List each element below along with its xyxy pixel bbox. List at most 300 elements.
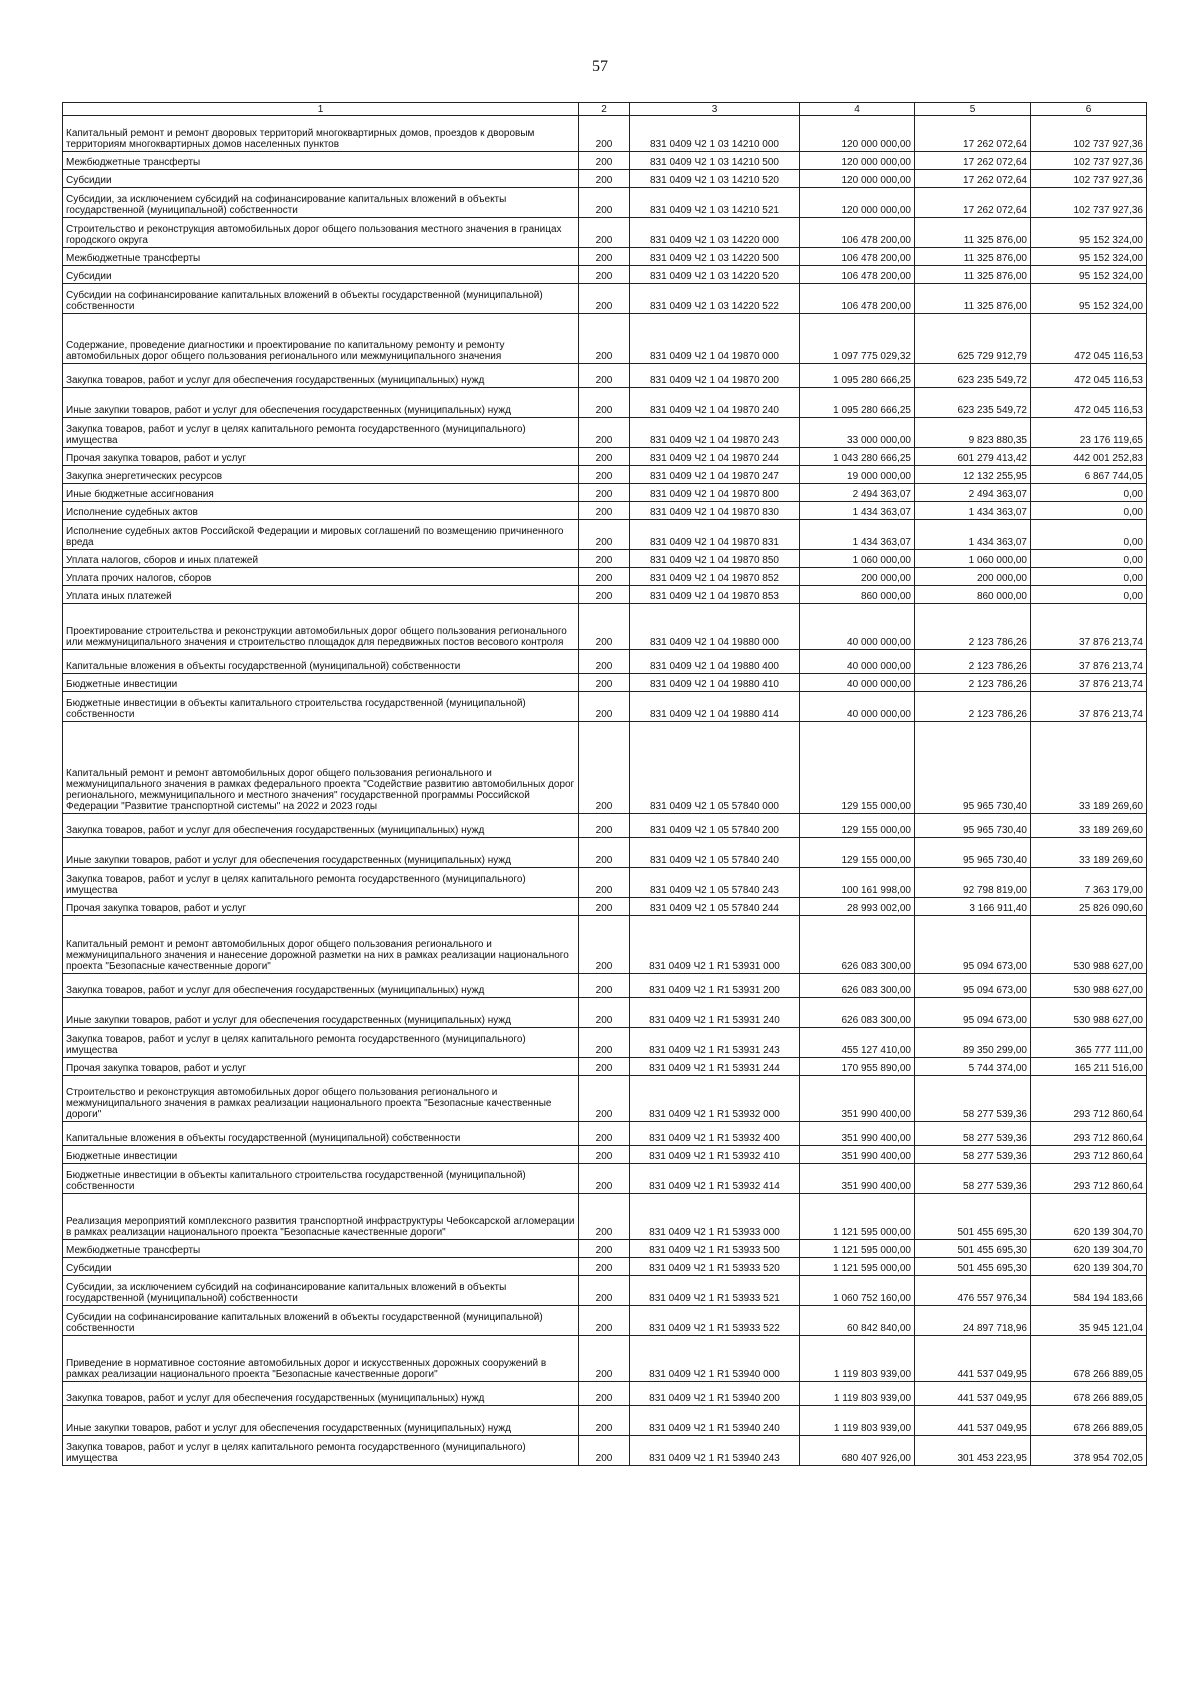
- table-row: [63, 1146, 1147, 1164]
- row-approved-amount: 129 155 000,00: [800, 814, 915, 838]
- row-code: 200: [579, 838, 630, 868]
- row-executed-amount: 5 744 374,00: [915, 1058, 1031, 1076]
- row-approved-amount: 680 407 926,00: [800, 1436, 915, 1466]
- row-unexecuted-amount: 102 737 927,36: [1031, 170, 1147, 188]
- row-code: 200: [579, 898, 630, 916]
- row-unexecuted-amount: 165 211 516,00: [1031, 1058, 1147, 1076]
- row-executed-amount: 95 094 673,00: [915, 974, 1031, 998]
- table-row: [63, 1276, 1147, 1306]
- row-name: Межбюджетные трансферты: [63, 152, 579, 170]
- row-unexecuted-amount: 0,00: [1031, 586, 1147, 604]
- row-name: Проектирование строительства и реконструкции автомобильных дорог общего пользования регионального или межмуниципального значения и строительство площадок для передвижных постов весового контроля: [63, 604, 579, 650]
- row-code: 200: [579, 448, 630, 466]
- row-name: Бюджетные инвестиции в объекты капитального строительства государственной (муниципальной) собственности: [63, 692, 579, 722]
- row-name: Субсидии: [63, 1258, 579, 1276]
- table-row: [63, 170, 1147, 188]
- row-executed-amount: 1 060 000,00: [915, 550, 1031, 568]
- row-classification: 831 0409 Ч2 1 R1 53932 400: [630, 1122, 800, 1146]
- row-classification: 831 0409 Ч2 1 03 14220 520: [630, 266, 800, 284]
- row-approved-amount: 455 127 410,00: [800, 1028, 915, 1058]
- row-approved-amount: 2 494 363,07: [800, 484, 915, 502]
- table-row: [63, 1336, 1147, 1382]
- row-executed-amount: 200 000,00: [915, 568, 1031, 586]
- column-header: 6: [1031, 103, 1147, 116]
- row-code: 200: [579, 1194, 630, 1240]
- row-unexecuted-amount: 0,00: [1031, 502, 1147, 520]
- row-name: Содержание, проведение диагностики и проектирование по капитальному ремонту и ремонту автомобильных дорог общего пользования регионального или межмуниципального значения: [63, 314, 579, 364]
- row-code: 200: [579, 218, 630, 248]
- table-row: [63, 674, 1147, 692]
- table-row: [63, 1258, 1147, 1276]
- row-executed-amount: 441 537 049,95: [915, 1382, 1031, 1406]
- row-name: Закупка товаров, работ и услуг для обеспечения государственных (муниципальных) нужд: [63, 814, 579, 838]
- row-executed-amount: 11 325 876,00: [915, 218, 1031, 248]
- row-classification: 831 0409 Ч2 1 R1 53932 410: [630, 1146, 800, 1164]
- row-classification: 831 0409 Ч2 1 R1 53933 000: [630, 1194, 800, 1240]
- table-row: [63, 218, 1147, 248]
- row-unexecuted-amount: 33 189 269,60: [1031, 814, 1147, 838]
- row-code: 200: [579, 692, 630, 722]
- row-classification: 831 0409 Ч2 1 04 19880 000: [630, 604, 800, 650]
- row-unexecuted-amount: 293 712 860,64: [1031, 1146, 1147, 1164]
- row-approved-amount: 626 083 300,00: [800, 974, 915, 998]
- row-unexecuted-amount: 442 001 252,83: [1031, 448, 1147, 466]
- row-name: Субсидии: [63, 266, 579, 284]
- row-unexecuted-amount: 37 876 213,74: [1031, 604, 1147, 650]
- row-code: 200: [579, 604, 630, 650]
- row-name: Иные закупки товаров, работ и услуг для обеспечения государственных (муниципальных) нужд: [63, 388, 579, 418]
- row-name: Субсидии, за исключением субсидий на софинансирование капитальных вложений в объекты государственной (муниципальной) собственности: [63, 188, 579, 218]
- row-name: Уплата налогов, сборов и иных платежей: [63, 550, 579, 568]
- row-name: Строительство и реконструкция автомобильных дорог общего пользования регионального и межмуниципального значения в рамках реализации национального проекта "Безопасные качественные дороги": [63, 1076, 579, 1122]
- row-approved-amount: 1 095 280 666,25: [800, 388, 915, 418]
- row-classification: 831 0409 Ч2 1 03 14220 500: [630, 248, 800, 266]
- row-classification: 831 0409 Ч2 1 04 19870 000: [630, 314, 800, 364]
- row-executed-amount: 58 277 539,36: [915, 1076, 1031, 1122]
- row-code: 200: [579, 674, 630, 692]
- table-row: [63, 314, 1147, 364]
- row-code: 200: [579, 1436, 630, 1466]
- row-classification: 831 0409 Ч2 1 R1 53932 000: [630, 1076, 800, 1122]
- row-executed-amount: 2 123 786,26: [915, 650, 1031, 674]
- row-classification: 831 0409 Ч2 1 R1 53940 200: [630, 1382, 800, 1406]
- row-name: Исполнение судебных актов: [63, 502, 579, 520]
- row-approved-amount: 60 842 840,00: [800, 1306, 915, 1336]
- row-approved-amount: 40 000 000,00: [800, 604, 915, 650]
- table-row: [63, 188, 1147, 218]
- row-executed-amount: 58 277 539,36: [915, 1122, 1031, 1146]
- row-executed-amount: 12 132 255,95: [915, 466, 1031, 484]
- row-classification: 831 0409 Ч2 1 04 19880 414: [630, 692, 800, 722]
- row-unexecuted-amount: 37 876 213,74: [1031, 692, 1147, 722]
- row-unexecuted-amount: 0,00: [1031, 550, 1147, 568]
- row-name: Межбюджетные трансферты: [63, 1240, 579, 1258]
- row-name: Иные закупки товаров, работ и услуг для обеспечения государственных (муниципальных) нужд: [63, 838, 579, 868]
- row-classification: 831 0409 Ч2 1 R1 53940 243: [630, 1436, 800, 1466]
- row-code: 200: [579, 170, 630, 188]
- row-classification: 831 0409 Ч2 1 03 14210 500: [630, 152, 800, 170]
- column-header: 5: [915, 103, 1031, 116]
- table-row: [63, 1436, 1147, 1466]
- row-unexecuted-amount: 0,00: [1031, 568, 1147, 586]
- row-name: Бюджетные инвестиции в объекты капитального строительства государственной (муниципальной) собственности: [63, 1164, 579, 1194]
- row-unexecuted-amount: 678 266 889,05: [1031, 1406, 1147, 1436]
- row-classification: 831 0409 Ч2 1 04 19870 852: [630, 568, 800, 586]
- row-name: Прочая закупка товаров, работ и услуг: [63, 1058, 579, 1076]
- row-approved-amount: 120 000 000,00: [800, 152, 915, 170]
- row-name: Закупка товаров, работ и услуг в целях капитального ремонта государственного (муниципального) имущества: [63, 418, 579, 448]
- row-code: 200: [579, 722, 630, 814]
- row-code: 200: [579, 248, 630, 266]
- row-unexecuted-amount: 530 988 627,00: [1031, 974, 1147, 998]
- table-row: [63, 502, 1147, 520]
- row-code: 200: [579, 1240, 630, 1258]
- row-classification: 831 0409 Ч2 1 04 19870 850: [630, 550, 800, 568]
- row-classification: 831 0409 Ч2 1 R1 53940 000: [630, 1336, 800, 1382]
- row-approved-amount: 1 060 000,00: [800, 550, 915, 568]
- row-approved-amount: 106 478 200,00: [800, 218, 915, 248]
- row-name: Закупка товаров, работ и услуг для обеспечения государственных (муниципальных) нужд: [63, 1382, 579, 1406]
- row-unexecuted-amount: 102 737 927,36: [1031, 188, 1147, 218]
- row-classification: 831 0409 Ч2 1 05 57840 240: [630, 838, 800, 868]
- row-executed-amount: 89 350 299,00: [915, 1028, 1031, 1058]
- row-code: 200: [579, 284, 630, 314]
- row-unexecuted-amount: 102 737 927,36: [1031, 116, 1147, 152]
- row-classification: 831 0409 Ч2 1 04 19880 400: [630, 650, 800, 674]
- row-approved-amount: 40 000 000,00: [800, 650, 915, 674]
- row-classification: 831 0409 Ч2 1 R1 53931 200: [630, 974, 800, 998]
- table-row: [63, 418, 1147, 448]
- row-executed-amount: 17 262 072,64: [915, 116, 1031, 152]
- row-approved-amount: 1 119 803 939,00: [800, 1382, 915, 1406]
- table-row: [63, 466, 1147, 484]
- table-row: [63, 1122, 1147, 1146]
- row-executed-amount: 860 000,00: [915, 586, 1031, 604]
- row-approved-amount: 1 097 775 029,32: [800, 314, 915, 364]
- row-unexecuted-amount: 33 189 269,60: [1031, 838, 1147, 868]
- row-code: 200: [579, 266, 630, 284]
- row-executed-amount: 11 325 876,00: [915, 266, 1031, 284]
- row-unexecuted-amount: 0,00: [1031, 520, 1147, 550]
- row-unexecuted-amount: 37 876 213,74: [1031, 650, 1147, 674]
- row-approved-amount: 129 155 000,00: [800, 838, 915, 868]
- column-header: 2: [579, 103, 630, 116]
- row-executed-amount: 623 235 549,72: [915, 364, 1031, 388]
- row-classification: 831 0409 Ч2 1 R1 53940 240: [630, 1406, 800, 1436]
- row-name: Капитальные вложения в объекты государственной (муниципальной) собственности: [63, 1122, 579, 1146]
- row-classification: 831 0409 Ч2 1 04 19870 853: [630, 586, 800, 604]
- table-row: [63, 1382, 1147, 1406]
- column-header: 3: [630, 103, 800, 116]
- row-code: 200: [579, 650, 630, 674]
- row-classification: 831 0409 Ч2 1 R1 53931 000: [630, 916, 800, 974]
- row-classification: 831 0409 Ч2 1 04 19880 410: [630, 674, 800, 692]
- table-row: [63, 1028, 1147, 1058]
- row-name: Закупка товаров, работ и услуг для обеспечения государственных (муниципальных) нужд: [63, 974, 579, 998]
- row-approved-amount: 106 478 200,00: [800, 284, 915, 314]
- row-name: Приведение в нормативное состояние автомобильных дорог и искусственных дорожных сооружений в рамках реализации национального проекта "Безопасные качественные дороги": [63, 1336, 579, 1382]
- row-approved-amount: 40 000 000,00: [800, 692, 915, 722]
- row-executed-amount: 9 823 880,35: [915, 418, 1031, 448]
- row-classification: 831 0409 Ч2 1 R1 53933 500: [630, 1240, 800, 1258]
- row-classification: 831 0409 Ч2 1 R1 53931 244: [630, 1058, 800, 1076]
- row-code: 200: [579, 1336, 630, 1382]
- row-classification: 831 0409 Ч2 1 R1 53931 243: [630, 1028, 800, 1058]
- row-approved-amount: 120 000 000,00: [800, 116, 915, 152]
- row-code: 200: [579, 568, 630, 586]
- table-row: [63, 586, 1147, 604]
- row-approved-amount: 860 000,00: [800, 586, 915, 604]
- row-executed-amount: 2 123 786,26: [915, 692, 1031, 722]
- table-row: [63, 650, 1147, 674]
- row-code: 200: [579, 868, 630, 898]
- row-approved-amount: 129 155 000,00: [800, 722, 915, 814]
- row-unexecuted-amount: 25 826 090,60: [1031, 898, 1147, 916]
- row-name: Прочая закупка товаров, работ и услуг: [63, 898, 579, 916]
- table-row: [63, 1406, 1147, 1436]
- row-classification: 831 0409 Ч2 1 03 14210 521: [630, 188, 800, 218]
- row-approved-amount: 120 000 000,00: [800, 188, 915, 218]
- row-executed-amount: 501 455 695,30: [915, 1194, 1031, 1240]
- row-unexecuted-amount: 37 876 213,74: [1031, 674, 1147, 692]
- row-approved-amount: 40 000 000,00: [800, 674, 915, 692]
- table-row: [63, 1240, 1147, 1258]
- row-code: 200: [579, 1146, 630, 1164]
- row-name: Реализация мероприятий комплексного развития транспортной инфраструктуры Чебоксарской агломерации в рамках реализации национального проекта "Безопасные качественные дороги": [63, 1194, 579, 1240]
- row-name: Межбюджетные трансферты: [63, 248, 579, 266]
- row-name: Субсидии на софинансирование капитальных вложений в объекты государственной (муниципальной) собственности: [63, 284, 579, 314]
- row-approved-amount: 351 990 400,00: [800, 1164, 915, 1194]
- row-executed-amount: 601 279 413,42: [915, 448, 1031, 466]
- row-classification: 831 0409 Ч2 1 03 14220 000: [630, 218, 800, 248]
- row-approved-amount: 106 478 200,00: [800, 248, 915, 266]
- row-code: 200: [579, 466, 630, 484]
- table-row: [63, 898, 1147, 916]
- row-name: Бюджетные инвестиции: [63, 674, 579, 692]
- row-approved-amount: 1 434 363,07: [800, 520, 915, 550]
- row-code: 200: [579, 1306, 630, 1336]
- row-code: 200: [579, 418, 630, 448]
- row-executed-amount: 17 262 072,64: [915, 170, 1031, 188]
- row-code: 200: [579, 388, 630, 418]
- row-name: Закупка энергетических ресурсов: [63, 466, 579, 484]
- row-approved-amount: 1 119 803 939,00: [800, 1406, 915, 1436]
- row-unexecuted-amount: 6 867 744,05: [1031, 466, 1147, 484]
- row-approved-amount: 120 000 000,00: [800, 170, 915, 188]
- table-row: [63, 1194, 1147, 1240]
- table-row: [63, 284, 1147, 314]
- table-row: [63, 916, 1147, 974]
- row-executed-amount: 301 453 223,95: [915, 1436, 1031, 1466]
- row-code: 200: [579, 1076, 630, 1122]
- row-unexecuted-amount: 293 712 860,64: [1031, 1122, 1147, 1146]
- row-unexecuted-amount: 620 139 304,70: [1031, 1194, 1147, 1240]
- row-unexecuted-amount: 584 194 183,66: [1031, 1276, 1147, 1306]
- row-approved-amount: 1 060 752 160,00: [800, 1276, 915, 1306]
- row-unexecuted-amount: 530 988 627,00: [1031, 998, 1147, 1028]
- table-row: [63, 814, 1147, 838]
- row-executed-amount: 3 166 911,40: [915, 898, 1031, 916]
- row-executed-amount: 2 494 363,07: [915, 484, 1031, 502]
- row-approved-amount: 28 993 002,00: [800, 898, 915, 916]
- row-name: Капитальный ремонт и ремонт дворовых территорий многоквартирных домов, проездов к дворовым территориям многоквартирных домов населенных пунктов: [63, 116, 579, 152]
- table-row: [63, 868, 1147, 898]
- table-row: [63, 1306, 1147, 1336]
- row-approved-amount: 33 000 000,00: [800, 418, 915, 448]
- row-classification: 831 0409 Ч2 1 05 57840 243: [630, 868, 800, 898]
- row-approved-amount: 351 990 400,00: [800, 1122, 915, 1146]
- row-code: 200: [579, 314, 630, 364]
- row-approved-amount: 200 000,00: [800, 568, 915, 586]
- row-name: Иные бюджетные ассигнования: [63, 484, 579, 502]
- table-row: [63, 974, 1147, 998]
- row-unexecuted-amount: 378 954 702,05: [1031, 1436, 1147, 1466]
- row-code: 200: [579, 1058, 630, 1076]
- row-code: 200: [579, 1382, 630, 1406]
- row-executed-amount: 476 557 976,34: [915, 1276, 1031, 1306]
- row-classification: 831 0409 Ч2 1 05 57840 244: [630, 898, 800, 916]
- row-executed-amount: 441 537 049,95: [915, 1336, 1031, 1382]
- row-executed-amount: 2 123 786,26: [915, 604, 1031, 650]
- row-name: Закупка товаров, работ и услуг в целях капитального ремонта государственного (муниципального) имущества: [63, 1028, 579, 1058]
- row-code: 200: [579, 1122, 630, 1146]
- row-code: 200: [579, 188, 630, 218]
- row-name: Закупка товаров, работ и услуг в целях капитального ремонта государственного (муниципального) имущества: [63, 868, 579, 898]
- row-classification: 831 0409 Ч2 1 R1 53931 240: [630, 998, 800, 1028]
- table-row: [63, 1164, 1147, 1194]
- row-code: 200: [579, 586, 630, 604]
- row-unexecuted-amount: 95 152 324,00: [1031, 266, 1147, 284]
- row-unexecuted-amount: 530 988 627,00: [1031, 916, 1147, 974]
- row-executed-amount: 11 325 876,00: [915, 248, 1031, 266]
- row-approved-amount: 1 119 803 939,00: [800, 1336, 915, 1382]
- row-code: 200: [579, 550, 630, 568]
- row-code: 200: [579, 364, 630, 388]
- row-unexecuted-amount: 95 152 324,00: [1031, 284, 1147, 314]
- row-unexecuted-amount: 472 045 116,53: [1031, 388, 1147, 418]
- row-approved-amount: 626 083 300,00: [800, 916, 915, 974]
- table-row: [63, 550, 1147, 568]
- row-classification: 831 0409 Ч2 1 R1 53932 414: [630, 1164, 800, 1194]
- row-name: Иные закупки товаров, работ и услуг для обеспечения государственных (муниципальных) нужд: [63, 1406, 579, 1436]
- row-name: Субсидии: [63, 170, 579, 188]
- table-row: [63, 838, 1147, 868]
- row-approved-amount: 106 478 200,00: [800, 266, 915, 284]
- row-code: 200: [579, 814, 630, 838]
- row-executed-amount: 58 277 539,36: [915, 1164, 1031, 1194]
- row-unexecuted-amount: 7 363 179,00: [1031, 868, 1147, 898]
- row-name: Иные закупки товаров, работ и услуг для обеспечения государственных (муниципальных) нужд: [63, 998, 579, 1028]
- row-executed-amount: 24 897 718,96: [915, 1306, 1031, 1336]
- row-unexecuted-amount: 95 152 324,00: [1031, 248, 1147, 266]
- row-classification: 831 0409 Ч2 1 04 19870 200: [630, 364, 800, 388]
- row-approved-amount: 1 095 280 666,25: [800, 364, 915, 388]
- row-code: 200: [579, 1164, 630, 1194]
- table-body: [63, 116, 1147, 1466]
- row-code: 200: [579, 116, 630, 152]
- row-executed-amount: 95 094 673,00: [915, 998, 1031, 1028]
- column-header: 4: [800, 103, 915, 116]
- row-unexecuted-amount: 102 737 927,36: [1031, 152, 1147, 170]
- row-code: 200: [579, 1276, 630, 1306]
- row-code: 200: [579, 974, 630, 998]
- row-executed-amount: 2 123 786,26: [915, 674, 1031, 692]
- row-approved-amount: 1 121 595 000,00: [800, 1240, 915, 1258]
- row-unexecuted-amount: 293 712 860,64: [1031, 1076, 1147, 1122]
- row-executed-amount: 441 537 049,95: [915, 1406, 1031, 1436]
- row-classification: 831 0409 Ч2 1 04 19870 830: [630, 502, 800, 520]
- table-row: [63, 1076, 1147, 1122]
- row-code: 200: [579, 152, 630, 170]
- row-executed-amount: 17 262 072,64: [915, 152, 1031, 170]
- row-classification: 831 0409 Ч2 1 04 19870 240: [630, 388, 800, 418]
- row-executed-amount: 1 434 363,07: [915, 502, 1031, 520]
- row-classification: 831 0409 Ч2 1 04 19870 243: [630, 418, 800, 448]
- table-row: [63, 152, 1147, 170]
- row-code: 200: [579, 1028, 630, 1058]
- row-executed-amount: 58 277 539,36: [915, 1146, 1031, 1164]
- row-approved-amount: 351 990 400,00: [800, 1146, 915, 1164]
- row-approved-amount: 351 990 400,00: [800, 1076, 915, 1122]
- row-name: Закупка товаров, работ и услуг для обеспечения государственных (муниципальных) нужд: [63, 364, 579, 388]
- row-unexecuted-amount: 365 777 111,00: [1031, 1028, 1147, 1058]
- table-row: [63, 484, 1147, 502]
- row-classification: 831 0409 Ч2 1 R1 53933 522: [630, 1306, 800, 1336]
- row-executed-amount: 623 235 549,72: [915, 388, 1031, 418]
- row-code: 200: [579, 998, 630, 1028]
- column-header-row: [63, 103, 1147, 116]
- row-classification: 831 0409 Ч2 1 05 57840 000: [630, 722, 800, 814]
- table-row: [63, 722, 1147, 814]
- row-approved-amount: 19 000 000,00: [800, 466, 915, 484]
- row-unexecuted-amount: 33 189 269,60: [1031, 722, 1147, 814]
- row-name: Капитальный ремонт и ремонт автомобильных дорог общего пользования регионального и межмуниципального значения и нанесение дорожной разметки на них в рамках реализации национального проекта "Безопасные качественные дороги": [63, 916, 579, 974]
- row-executed-amount: 95 965 730,40: [915, 722, 1031, 814]
- row-approved-amount: 1 121 595 000,00: [800, 1258, 915, 1276]
- row-unexecuted-amount: 472 045 116,53: [1031, 314, 1147, 364]
- row-classification: 831 0409 Ч2 1 03 14220 522: [630, 284, 800, 314]
- row-classification: 831 0409 Ч2 1 04 19870 244: [630, 448, 800, 466]
- row-executed-amount: 95 965 730,40: [915, 814, 1031, 838]
- row-classification: 831 0409 Ч2 1 R1 53933 521: [630, 1276, 800, 1306]
- row-code: 200: [579, 502, 630, 520]
- row-unexecuted-amount: 472 045 116,53: [1031, 364, 1147, 388]
- row-name: Закупка товаров, работ и услуг в целях капитального ремонта государственного (муниципального) имущества: [63, 1436, 579, 1466]
- row-name: Субсидии на софинансирование капитальных вложений в объекты государственной (муниципальной) собственности: [63, 1306, 579, 1336]
- table-row: [63, 520, 1147, 550]
- row-executed-amount: 625 729 912,79: [915, 314, 1031, 364]
- row-name: Прочая закупка товаров, работ и услуг: [63, 448, 579, 466]
- page-number: 57: [592, 58, 608, 75]
- row-approved-amount: 1 434 363,07: [800, 502, 915, 520]
- table-row: [63, 1058, 1147, 1076]
- row-classification: 831 0409 Ч2 1 05 57840 200: [630, 814, 800, 838]
- row-approved-amount: 626 083 300,00: [800, 998, 915, 1028]
- row-unexecuted-amount: 678 266 889,05: [1031, 1336, 1147, 1382]
- row-name: Уплата иных платежей: [63, 586, 579, 604]
- row-code: 200: [579, 1406, 630, 1436]
- table-row: [63, 568, 1147, 586]
- table-row: [63, 448, 1147, 466]
- row-executed-amount: 11 325 876,00: [915, 284, 1031, 314]
- column-header: 1: [63, 103, 579, 116]
- row-code: 200: [579, 1258, 630, 1276]
- row-code: 200: [579, 916, 630, 974]
- row-unexecuted-amount: 0,00: [1031, 484, 1147, 502]
- row-executed-amount: 1 434 363,07: [915, 520, 1031, 550]
- row-approved-amount: 1 043 280 666,25: [800, 448, 915, 466]
- table-row: [63, 116, 1147, 152]
